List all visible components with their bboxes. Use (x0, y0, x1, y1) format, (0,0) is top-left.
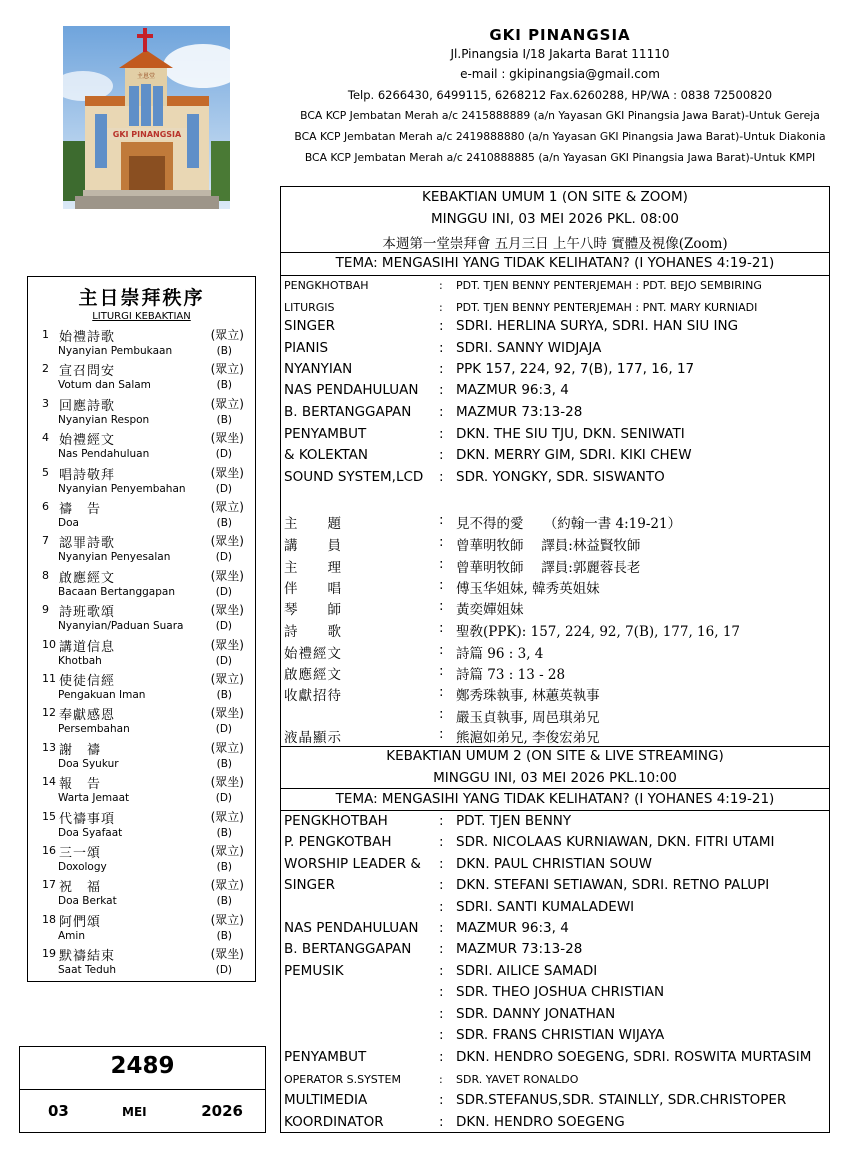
roster-label: 主 題 (284, 516, 342, 532)
liturgy-item-zh: 三一頌 (59, 846, 102, 861)
liturgy-item-indonesian: Bacaan Bertanggapan (58, 585, 175, 598)
liturgy-item-code: (D) (215, 792, 232, 805)
liturgy-item-zh: 唱詩敬拜 (59, 467, 116, 483)
liturgy-item-number: 2 (42, 362, 49, 376)
roster-row (284, 1006, 829, 1026)
roster-value: PDT. TJEN BENNY PENTERJEMAH : PNT. MARY KURNIADI (456, 301, 758, 314)
roster-label: 始禮經文 (284, 646, 342, 662)
liturgy-item-code: (B) (216, 413, 232, 426)
liturgy-item-indonesian: Nas Pendahuluan (58, 448, 150, 461)
roster-value: 傅玉华姐妹, 韓秀英姐妹 (456, 581, 600, 597)
roster-colon: : (439, 1006, 444, 1022)
liturgy-item-posture: (眾立) (210, 740, 244, 755)
liturgy-item-indonesian: Doa (58, 517, 79, 529)
roster-value: DKN. MERRY GIM, SDRI. KIKI CHEW (456, 447, 692, 463)
liturgy-item-number: 12 (42, 706, 56, 720)
roster-row (284, 706, 829, 726)
liturgy-item-indonesian: Nyanyian Pembukaan (58, 345, 173, 357)
roster-label: 啟應經文 (284, 667, 342, 683)
roster-colon: : (439, 598, 444, 614)
roster-value: 見不得的愛 （約翰一書 4:19-21） (456, 516, 682, 532)
church-top-sign: 主恩堂 (136, 73, 156, 80)
liturgy-item-indonesian: Warta Jemaat (58, 792, 130, 805)
roster-value: PDT. TJEN BENNY PENTERJEMAH : PDT. BEJO SEMBIRING (456, 279, 762, 292)
roster-row (284, 684, 829, 704)
service1-title: KEBAKTIAN UMUM 1 (ON SITE & ZOOM) (422, 189, 688, 205)
service2-theme: TEMA: MENGASIHI YANG TIDAK KELIHATAN? (I YOHANES 4:19-21) (335, 791, 775, 807)
roster-label: PEMUSIK (284, 963, 344, 979)
liturgy-item-number: 4 (42, 431, 49, 445)
liturgy-item (42, 945, 252, 980)
issue-box (19, 1046, 266, 1133)
roster-row (284, 1114, 829, 1134)
liturgy-item (42, 498, 252, 533)
liturgy-item-zh: 代禱事項 (59, 811, 116, 827)
roster-colon: : (439, 813, 444, 829)
roster-colon: : (439, 1027, 444, 1043)
church-phone: Telp. 6266430, 6499115, 6268212 Fax.6260288, HP/WA : 0838 72500820 (347, 88, 773, 102)
liturgy-item-indonesian: Saat Teduh (58, 964, 117, 977)
roster-colon: : (439, 577, 444, 593)
roster-label: 琴 師 (284, 602, 342, 618)
liturgy-item-code: (D) (215, 448, 232, 461)
liturgy-item-indonesian: Pengakuan Iman (58, 689, 146, 701)
liturgy-item-posture: (眾坐) (210, 465, 244, 480)
roster-value: SDR. FRANS CHRISTIAN WIJAYA (456, 1027, 665, 1043)
roster-label: NYANYIAN (284, 361, 353, 377)
issue-year: 2026 (201, 1102, 243, 1120)
roster-label: B. BERTANGGAPAN (284, 941, 412, 957)
liturgy-item-posture: (眾坐) (210, 775, 244, 790)
roster-label: 主 理 (284, 560, 342, 576)
roster-label: LITURGIS (284, 301, 335, 314)
roster-label: 講 員 (284, 538, 342, 554)
roster-label: 伴 唱 (284, 581, 342, 597)
issue-day: 03 (48, 1102, 69, 1120)
liturgy-item-zh: 回應詩歌 (59, 398, 116, 414)
roster-row (284, 941, 829, 961)
roster-value: 曾華明牧師 譯員:郭麗蓉長老 (456, 560, 641, 576)
roster-colon: : (439, 1049, 444, 1065)
liturgy-item-number: 19 (42, 947, 56, 961)
liturgy-item (42, 532, 252, 567)
liturgy-item-number: 10 (42, 637, 56, 651)
liturgy-item-code: (B) (216, 757, 232, 770)
liturgy-item-posture: (眾坐) (210, 706, 244, 721)
roster-colon: : (439, 1092, 444, 1108)
roster-colon: : (439, 684, 444, 700)
bank-account-diakonia: BCA KCP Jembatan Merah a/c 2419888880 (a/n Yayasan GKI Pinangsia Jawa Barat)-Untuk Diakonia (294, 130, 826, 143)
roster-colon: : (439, 899, 444, 915)
roster-colon: : (439, 642, 444, 658)
liturgy-item-zh: 詩班歌頌 (59, 605, 116, 621)
service1-zh-title: 本週第一堂崇拜會 五月三日 上午八時 實體及視像(Zoom) (382, 236, 728, 252)
roster-row (284, 877, 829, 897)
roster-label: NAS PENDAHULUAN (284, 920, 419, 936)
roster-label: 收獻招待 (284, 688, 342, 704)
roster-colon: : (439, 941, 444, 957)
liturgy-item-code: (D) (215, 654, 232, 667)
roster-value: MAZMUR 96:3, 4 (456, 382, 569, 398)
roster-row (284, 598, 829, 618)
roster-label: 液晶顯示 (284, 730, 342, 746)
liturgy-item-number: 15 (42, 809, 56, 823)
liturgy-item-indonesian: Doa Syafaat (58, 826, 123, 839)
liturgy-item-posture: (眾坐) (210, 947, 244, 962)
liturgy-item (42, 808, 252, 843)
liturgy-item-zh: 奉獻感恩 (59, 708, 116, 724)
roster-label: SINGER (284, 318, 336, 334)
roster-label: OPERATOR S.SYSTEM (284, 1073, 401, 1086)
roster-value: DKN. HENDRO SOEGENG (456, 1114, 625, 1130)
liturgy-item-number: 18 (42, 912, 56, 926)
roster-value: 鄭秀珠執事, 林蕙英執事 (456, 688, 600, 704)
liturgy-item-zh: 報 告 (59, 777, 102, 793)
roster-colon: : (439, 856, 444, 872)
roster-value: PDT. TJEN BENNY (456, 813, 572, 829)
liturgy-item (42, 773, 252, 808)
roster-value: SDR. DANNY JONATHAN (456, 1006, 616, 1022)
roster-row (284, 469, 829, 489)
roster-row (284, 663, 829, 683)
roster-value: DKN. HENDRO SOEGENG, SDRI. ROSWITA MURTASIM (456, 1049, 812, 1065)
roster-colon: : (439, 382, 444, 398)
roster-row (284, 361, 829, 381)
roster-colon: : (439, 877, 444, 893)
liturgy-item-indonesian: Nyanyian/Paduan Suara (58, 620, 184, 633)
roster-row (284, 856, 829, 876)
roster-value: 詩篇 96 : 3, 4 (456, 646, 544, 662)
roster-colon: : (439, 963, 444, 979)
liturgy-item-posture: (眾坐) (210, 568, 244, 583)
roster-value: SDRI. SANTI KUMALADEWI (456, 899, 635, 915)
liturgy-item-zh: 阿們頌 (59, 914, 102, 930)
roster-row (284, 340, 829, 360)
roster-row (284, 620, 829, 640)
roster-value: 嚴玉貞執事, 周邑琪弟兄 (456, 710, 600, 726)
church-address: Jl.Pinangsia I/18 Jakarta Barat 11110 (450, 47, 670, 61)
liturgy-item-posture: (眾立) (210, 844, 244, 858)
liturgy-item (42, 429, 252, 464)
roster-row (284, 984, 829, 1004)
liturgy-item-code: (D) (215, 482, 232, 495)
church-name: GKI PINANGSIA (489, 26, 631, 44)
roster-colon: : (439, 512, 444, 528)
roster-colon: : (439, 361, 444, 377)
roster-label: PENYAMBUT (284, 426, 367, 442)
liturgy-item-indonesian: Doa Berkat (58, 895, 117, 908)
roster-colon: : (439, 340, 444, 356)
liturgy-item-number: 13 (42, 740, 56, 754)
liturgy-item-posture: (眾立) (210, 500, 244, 514)
roster-colon: : (439, 534, 444, 550)
roster-value: SDR. YAVET RONALDO (456, 1073, 579, 1086)
roster-label: KOORDINATOR (284, 1114, 384, 1130)
roster-label: PENGKHOTBAH (284, 279, 369, 292)
liturgy-item-code: (B) (216, 826, 232, 839)
liturgy-item-indonesian: Amin (58, 929, 85, 942)
bank-account-kmpi: BCA KCP Jembatan Merah a/c 2410888885 (a/n Yayasan GKI Pinangsia Jawa Barat)-Untuk KMPI (304, 151, 816, 164)
liturgy-item (42, 739, 252, 774)
divider (281, 788, 829, 789)
liturgy-item-indonesian: Votum dan Salam (58, 379, 151, 392)
roster-label: & KOLEKTAN (284, 447, 368, 463)
roster-colon: : (439, 404, 444, 420)
divider (281, 252, 829, 253)
roster-colon: : (439, 1073, 443, 1086)
liturgy-item-posture: (眾坐) (210, 431, 244, 446)
roster-label: WORSHIP LEADER & (284, 856, 421, 872)
roster-row (284, 382, 829, 402)
roster-colon: : (439, 301, 443, 314)
roster-row (284, 512, 829, 532)
liturgy-item-code: (D) (215, 551, 232, 564)
liturgy-item-zh: 始禮經文 (59, 433, 116, 449)
issue-number: 2489 (110, 1053, 175, 1079)
roster-colon: : (439, 1114, 444, 1130)
roster-value: MAZMUR 73:13-28 (456, 404, 583, 420)
roster-row (284, 404, 829, 424)
liturgy-item-number: 5 (42, 465, 49, 479)
liturgy-item (42, 876, 252, 911)
roster-row (284, 277, 829, 297)
roster-value: DKN. THE SIU TJU, DKN. SENIWATI (456, 426, 685, 442)
church-email: e-mail : gkipinangsia@gmail.com (460, 67, 660, 81)
roster-row (284, 447, 829, 467)
roster-row (284, 726, 829, 746)
roster-row (284, 556, 829, 576)
liturgy-item (42, 911, 252, 946)
church-building-sign: GKI PINANGSIA (112, 130, 182, 139)
liturgy-item-number: 3 (42, 396, 49, 410)
roster-colon: : (439, 984, 444, 1000)
roster-value: MAZMUR 96:3, 4 (456, 920, 569, 936)
liturgy-subtitle: LITURGI KEBAKTIAN (92, 311, 191, 322)
roster-label: P. PENGKOTBAH (284, 834, 392, 850)
roster-row (284, 534, 829, 554)
liturgy-item-number: 11 (42, 672, 56, 685)
liturgy-item-posture: (眾立) (210, 809, 244, 824)
liturgy-item (42, 464, 252, 499)
roster-row (284, 963, 829, 983)
roster-label: SOUND SYSTEM,LCD (284, 469, 424, 485)
liturgy-item (42, 567, 252, 602)
roster-value: SDRI. AILICE SAMADI (456, 963, 598, 979)
roster-label: B. BERTANGGAPAN (284, 404, 412, 420)
roster-colon: : (439, 469, 444, 485)
roster-row (284, 426, 829, 446)
liturgy-item-indonesian: Doxology (58, 861, 107, 873)
liturgy-title: 主日崇拜秩序 (78, 287, 205, 309)
liturgy-item-code: (D) (215, 585, 232, 598)
liturgy-item (42, 395, 252, 430)
roster-value: SDR.STEFANUS,SDR. STAINLLY, SDR.CHRISTOPER (456, 1092, 787, 1108)
liturgy-item-number: 8 (42, 568, 49, 582)
liturgy-item-code: (B) (216, 517, 232, 529)
roster-label: SINGER (284, 877, 336, 893)
bank-account-gereja: BCA KCP Jembatan Merah a/c 2415888889 (a/n Yayasan GKI Pinangsia Jawa Barat)-Untuk Gereja (300, 109, 820, 122)
roster-colon: : (439, 726, 444, 742)
liturgy-item-code: (B) (216, 379, 232, 392)
roster-row (284, 642, 829, 662)
liturgy-item-indonesian: Doa Syukur (58, 757, 119, 770)
roster-value: PPK 157, 224, 92, 7(B), 177, 16, 17 (456, 361, 695, 377)
liturgy-item (42, 704, 252, 739)
roster-colon: : (439, 556, 444, 572)
liturgy-item-indonesian: Khotbah (58, 654, 102, 667)
liturgy-item (42, 360, 252, 395)
roster-value: MAZMUR 73:13-28 (456, 941, 583, 957)
liturgy-item-zh: 禱 告 (59, 502, 102, 517)
liturgy-item-number: 7 (42, 534, 49, 548)
roster-value: DKN. PAUL CHRISTIAN SOUW (456, 856, 652, 872)
liturgy-item-posture: (眾坐) (210, 534, 244, 549)
liturgy-item-posture: (眾立) (210, 362, 244, 377)
liturgy-item-zh: 講道信息 (59, 639, 116, 655)
liturgy-box (27, 276, 256, 982)
roster-label: 詩 歌 (284, 624, 342, 640)
service1-datetime: MINGGU INI, 03 MEI 2026 PKL. 08:00 (430, 211, 680, 227)
liturgy-item-number: 1 (42, 328, 49, 341)
roster-row (284, 299, 829, 319)
liturgy-item-zh: 祝 福 (59, 880, 102, 896)
roster-value: 熊滬如弟兄, 李俊宏弟兄 (456, 730, 600, 746)
service2-datetime: MINGGU INI, 03 MEI 2026 PKL.10:00 (433, 770, 677, 786)
issue-month: MEI (122, 1105, 147, 1119)
roster-value: SDR. THEO JOSHUA CHRISTIAN (456, 984, 665, 1000)
liturgy-item (42, 842, 252, 877)
liturgy-item-zh: 始禮詩歌 (59, 330, 116, 345)
roster-row (284, 834, 829, 854)
liturgy-item (42, 636, 252, 671)
roster-row (284, 1092, 829, 1112)
liturgy-item-code: (B) (216, 929, 232, 942)
roster-colon: : (439, 318, 444, 334)
liturgy-item-indonesian: Nyanyian Penyembahan (58, 482, 186, 495)
roster-colon: : (439, 620, 444, 636)
roster-label: MULTIMEDIA (284, 1092, 368, 1108)
roster-row (284, 1027, 829, 1047)
roster-colon: : (439, 834, 444, 850)
liturgy-item-code: (B) (216, 895, 232, 908)
issue-divider (20, 1089, 265, 1090)
roster-row (284, 899, 829, 919)
liturgy-item (42, 326, 252, 361)
roster-value: 曾華明牧師 譯員:林益賢牧師 (456, 538, 641, 554)
liturgy-item-posture: (眾立) (210, 912, 244, 927)
liturgy-item-number: 14 (42, 775, 56, 789)
liturgy-item-posture: (眾立) (210, 396, 244, 411)
liturgy-item-posture: (眾立) (210, 878, 244, 893)
liturgy-item-number: 17 (42, 878, 56, 892)
roster-label: PENYAMBUT (284, 1049, 367, 1065)
liturgy-item-posture: (眾立) (210, 328, 244, 342)
liturgy-item-zh: 宣召問安 (59, 364, 116, 380)
roster-value: SDRI. HERLINA SURYA, SDRI. HAN SIU ING (456, 318, 739, 334)
roster-row (284, 1071, 829, 1091)
divider (281, 275, 829, 276)
liturgy-item-number: 9 (42, 603, 49, 617)
roster-colon: : (439, 279, 443, 292)
liturgy-item-indonesian: Nyanyian Penyesalan (58, 551, 171, 564)
liturgy-item-zh: 使徒信經 (59, 674, 116, 689)
roster-label: NAS PENDAHULUAN (284, 382, 419, 398)
roster-label: PIANIS (284, 340, 329, 356)
liturgy-item-indonesian: Persembahan (58, 723, 130, 736)
roster-colon: : (439, 663, 444, 679)
liturgy-item-posture: (眾坐) (210, 637, 244, 652)
roster-row (284, 318, 829, 338)
roster-colon: : (439, 706, 444, 722)
liturgy-item-number: 6 (42, 500, 49, 513)
roster-colon: : (439, 920, 444, 936)
liturgy-item-code: (B) (216, 689, 232, 701)
liturgy-item-code: (B) (216, 345, 232, 357)
service1-theme: TEMA: MENGASIHI YANG TIDAK KELIHATAN? (I YOHANES 4:19-21) (335, 255, 775, 271)
roster-value: 黃奕嬋姐妹 (456, 602, 524, 618)
roster-row (284, 1049, 829, 1069)
liturgy-item-posture: (眾坐) (210, 603, 244, 618)
liturgy-item-zh: 謝 禱 (59, 742, 102, 758)
liturgy-item-posture: (眾立) (210, 672, 244, 686)
liturgy-item-code: (B) (216, 861, 232, 873)
divider (281, 746, 829, 747)
liturgy-item-code: (D) (215, 964, 232, 977)
roster-value: 詩篇 73 : 13 - 28 (456, 667, 566, 683)
divider (281, 810, 829, 811)
roster-colon: : (439, 426, 444, 442)
roster-row (284, 577, 829, 597)
service2-title: KEBAKTIAN UMUM 2 (ON SITE & LIVE STREAMING) (386, 748, 724, 764)
liturgy-item-zh: 默禱結束 (59, 949, 116, 965)
roster-value: SDR. YONGKY, SDR. SISWANTO (456, 469, 665, 485)
liturgy-item-code: (D) (215, 723, 232, 736)
liturgy-item-code: (D) (215, 620, 232, 633)
service-schedule-box (280, 186, 830, 1133)
liturgy-item-indonesian: Nyanyian Respon (58, 413, 150, 426)
roster-value: SDR. NICOLAAS KURNIAWAN, DKN. FITRI UTAMI (456, 834, 775, 850)
roster-row (284, 813, 829, 833)
liturgy-item-zh: 認罪詩歌 (59, 536, 116, 552)
roster-row (284, 920, 829, 940)
roster-value: 聖敎(PPK): 157, 224, 92, 7(B), 177, 16, 17 (456, 624, 741, 640)
roster-value: DKN. STEFANI SETIAWAN, SDRI. RETNO PALUPI (456, 877, 770, 893)
roster-colon: : (439, 447, 444, 463)
liturgy-item-zh: 啟應經文 (59, 570, 116, 586)
roster-label: PENGKHOTBAH (284, 813, 388, 829)
liturgy-item (42, 670, 252, 705)
liturgy-item (42, 601, 252, 636)
roster-value: SDRI. SANNY WIDJAJA (456, 340, 602, 356)
church-photo (63, 26, 230, 209)
liturgy-item-number: 16 (42, 844, 56, 857)
